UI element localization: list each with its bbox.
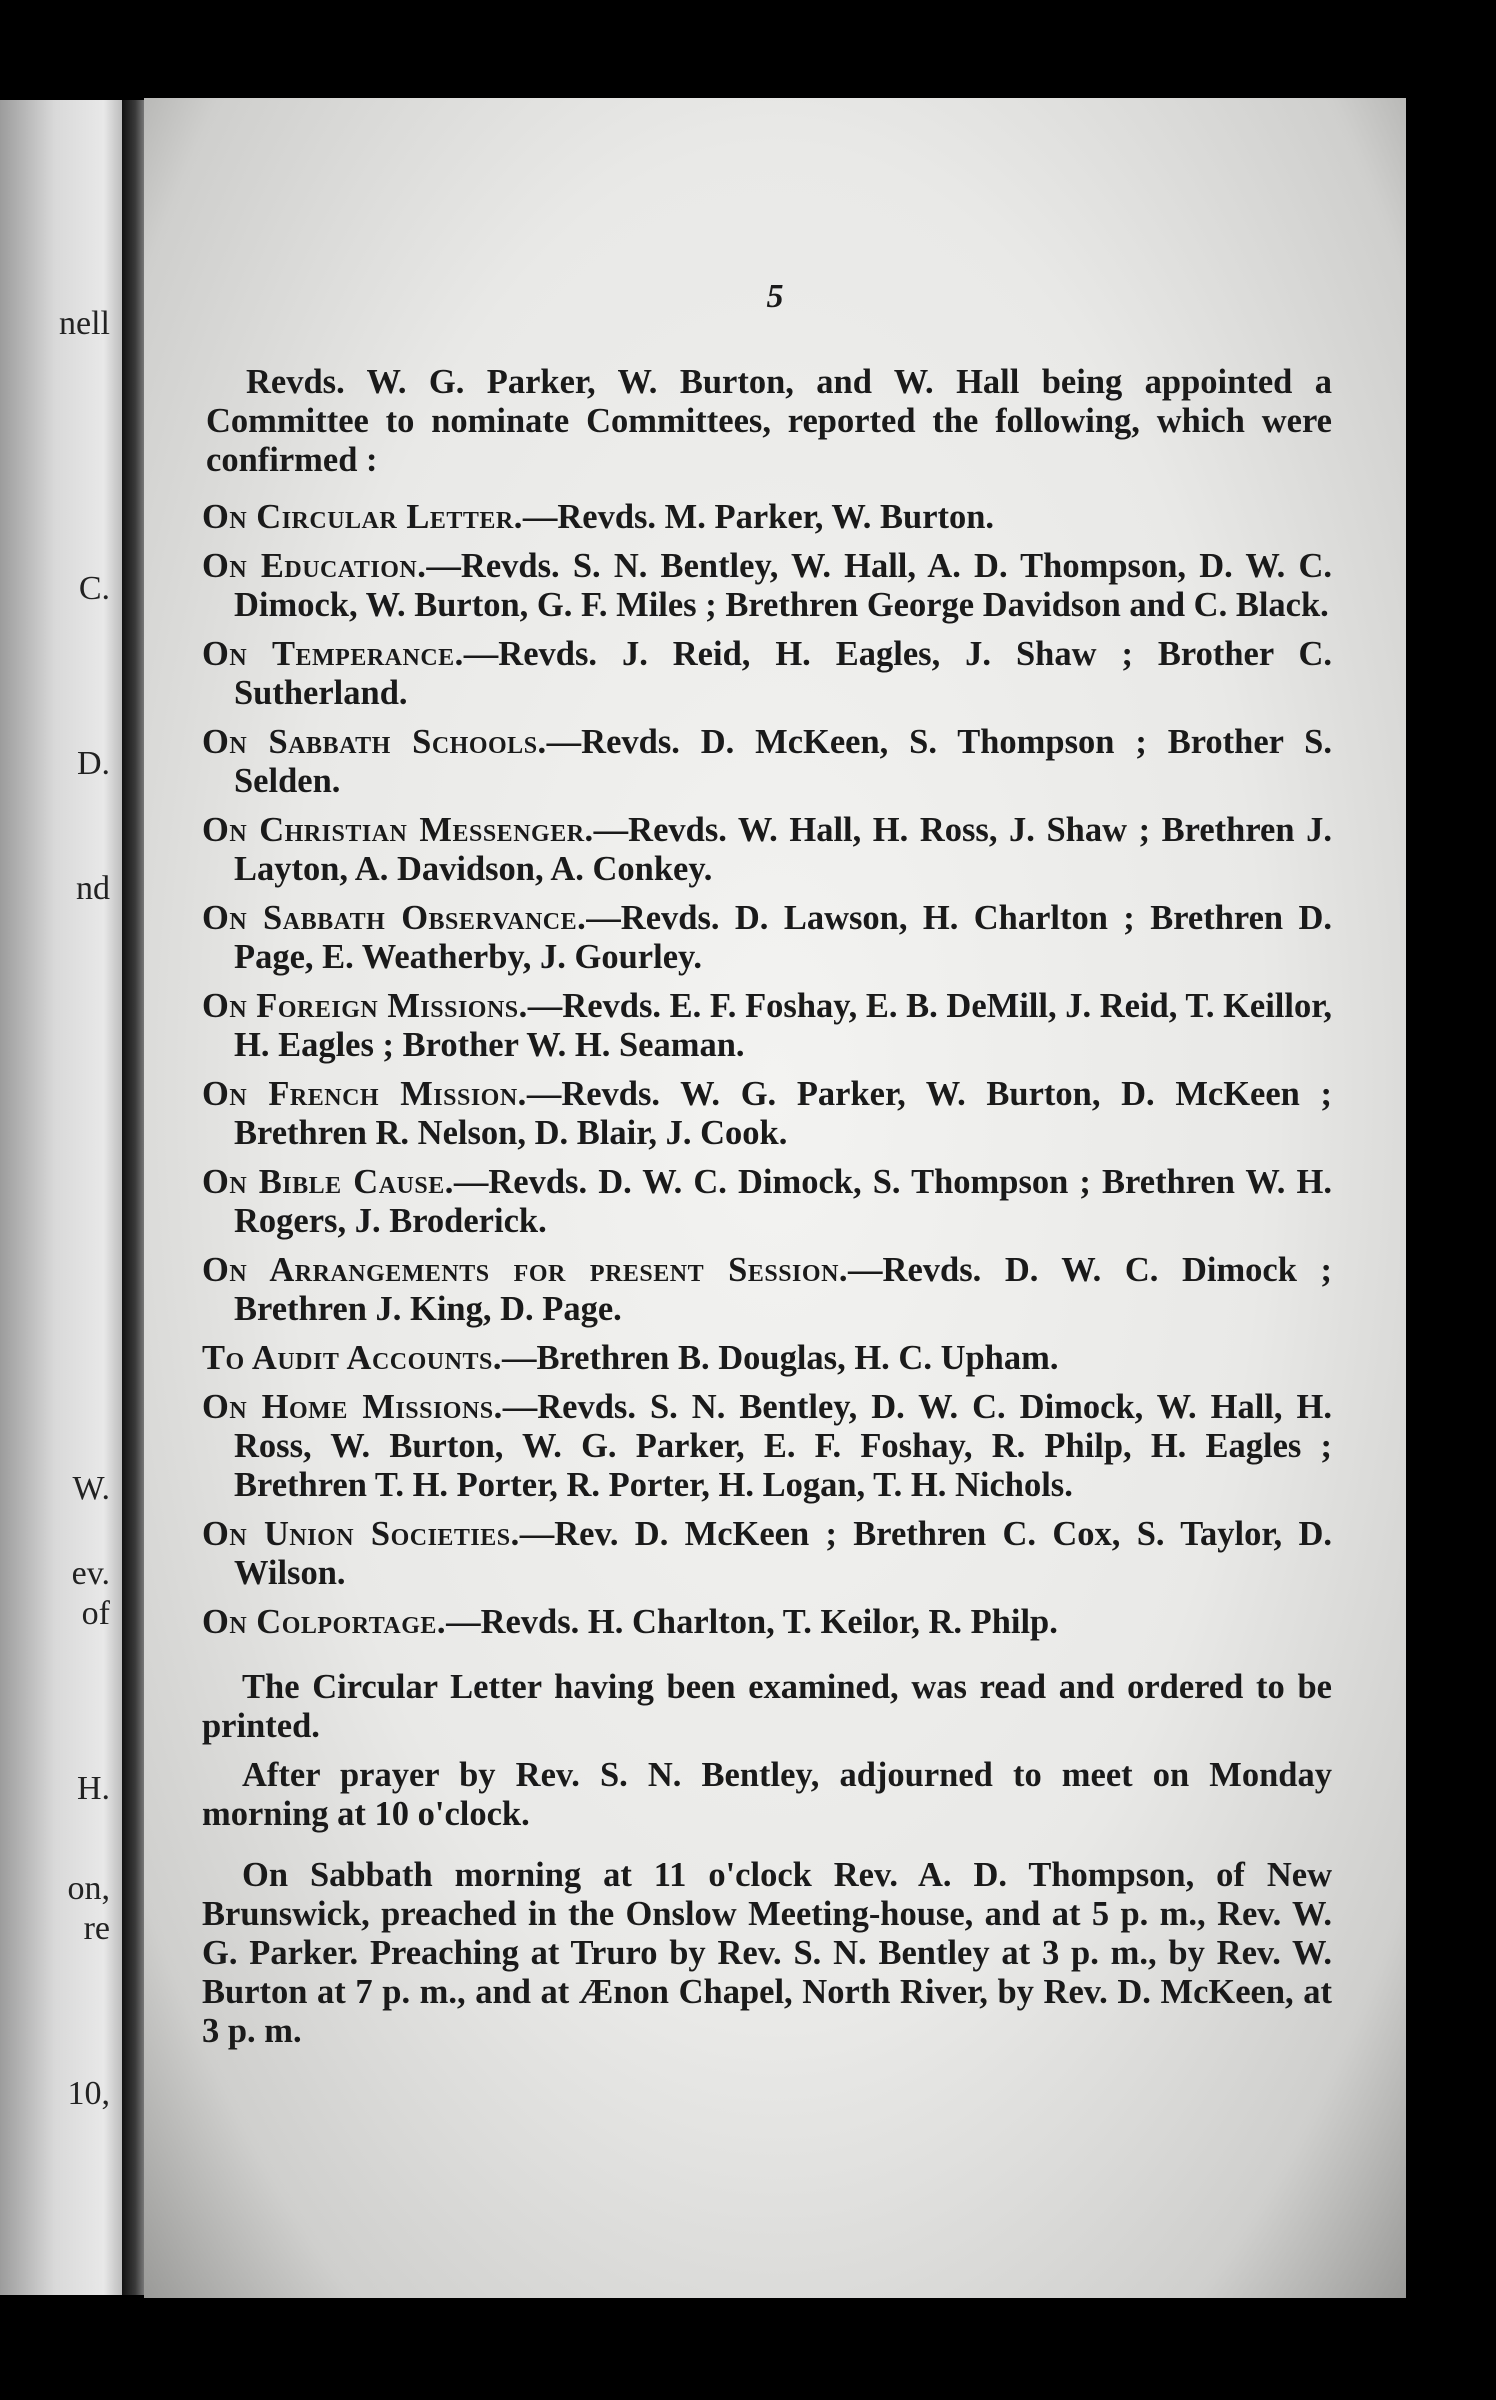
committee-members: —Revds. S. N. Bentley, D. W. C. Dimock, W. Hall, H. Ross, W. Burton, W. G. Parker, E. F. Foshay, R. Philp, H. Eagles ; Brethren T. H. Porter, R. Porter, H. Logan, T. H. Nichols. bbox=[234, 1388, 1332, 1504]
committee-entry bbox=[202, 723, 1332, 801]
committee-heading: On Union Societies. bbox=[202, 1515, 520, 1553]
left-page-fragment: H. bbox=[76, 1770, 110, 1807]
committee-heading: On Sabbath Schools. bbox=[202, 723, 547, 761]
left-page-fragment: of bbox=[81, 1595, 110, 1632]
committee-members: —Revds. E. F. Foshay, E. B. DeMill, J. Reid, T. Keillor, H. Eagles ; Brother W. H. Seaman. bbox=[234, 987, 1332, 1064]
committee-members: —Revds. J. Reid, H. Eagles, J. Shaw ; Brother C. Sutherland. bbox=[234, 635, 1332, 712]
committee-entry bbox=[202, 1163, 1332, 1241]
left-page-fragment: C. bbox=[78, 570, 110, 607]
committee-list bbox=[202, 498, 1332, 1642]
committee-entry bbox=[202, 1075, 1332, 1153]
left-page-fragment: ev. bbox=[71, 1555, 110, 1592]
committee-members: —Revds. W. Hall, H. Ross, J. Shaw ; Brethren J. Layton, A. Davidson, A. Conkey. bbox=[234, 811, 1332, 888]
committee-heading: On Colportage. bbox=[202, 1603, 447, 1641]
committee-members: —Revds. H. Charlton, T. Keilor, R. Philp. bbox=[446, 1603, 1058, 1641]
committee-heading: On Education. bbox=[202, 547, 427, 585]
committee-members: —Revds. D. Lawson, H. Charlton ; Brethren D. Page, E. Weatherby, J. Gourley. bbox=[234, 899, 1333, 976]
committee-entry bbox=[202, 1603, 1332, 1642]
committee-members: —Revds. M. Parker, W. Burton. bbox=[522, 498, 995, 536]
adjournment-paragraph: After prayer by Rev. S. N. Bentley, adjourned to meet on Monday morning at 10 o'clock. bbox=[202, 1756, 1332, 1833]
committee-members: —Rev. D. McKeen ; Brethren C. Cox, S. Taylor, D. Wilson. bbox=[234, 1515, 1333, 1592]
committee-entry bbox=[202, 498, 1332, 537]
committee-members: —Revds. W. G. Parker, W. Burton, D. McKeen ; Brethren R. Nelson, D. Blair, J. Cook. bbox=[234, 1075, 1332, 1152]
left-page-fragment: 10, bbox=[67, 2075, 110, 2112]
intro-paragraph: Revds. W. G. Parker, W. Burton, and W. Hall being appointed a Committee to nominate Committees, reported the following, which were confirmed : bbox=[206, 363, 1332, 479]
committee-members: —Revds. D. W. C. Dimock ; Brethren J. King, D. Page. bbox=[234, 1251, 1332, 1328]
left-page-fragment: nd bbox=[76, 870, 110, 907]
committee-heading: To Audit Accounts. bbox=[202, 1339, 502, 1377]
committee-entry bbox=[202, 635, 1332, 713]
circular-letter-paragraph: The Circular Letter having been examined, was read and ordered to be printed. bbox=[202, 1668, 1332, 1745]
committee-heading: On Circular Letter. bbox=[202, 498, 523, 536]
committee-entry bbox=[202, 811, 1332, 889]
committee-heading: On Home Missions. bbox=[202, 1388, 503, 1426]
committee-entry bbox=[202, 1251, 1332, 1329]
committee-heading: On Sabbath Observance. bbox=[202, 899, 587, 937]
committee-entry bbox=[202, 899, 1332, 977]
committee-members: —Brethren B. Douglas, H. C. Upham. bbox=[501, 1339, 1059, 1377]
book-gutter bbox=[122, 100, 144, 2295]
committee-heading: On Foreign Missions. bbox=[202, 987, 528, 1025]
committee-heading: On French Mission. bbox=[202, 1075, 527, 1113]
committee-members: —Revds. D. W. C. Dimock, S. Thompson ; Brethren W. H. Rogers, J. Broderick. bbox=[234, 1163, 1332, 1240]
page-number: 5 bbox=[766, 278, 784, 315]
committee-entry bbox=[202, 1388, 1332, 1505]
committee-heading: On Christian Messenger. bbox=[202, 811, 594, 849]
left-page-fragment: D. bbox=[76, 745, 110, 782]
left-page-fragment: re bbox=[83, 1910, 110, 1947]
left-page-fragment: nell bbox=[59, 305, 110, 342]
committee-members: —Revds. S. N. Bentley, W. Hall, A. D. Thompson, D. W. C. Dimock, W. Burton, G. F. Miles ; Brethren George Davidson and C. Black. bbox=[234, 547, 1333, 624]
committee-members: —Revds. D. McKeen, S. Thompson ; Brother S. Selden. bbox=[234, 723, 1332, 800]
document-page bbox=[144, 98, 1406, 2298]
left-page-fragment: W. bbox=[72, 1470, 110, 1507]
committee-entry bbox=[202, 1515, 1332, 1593]
sabbath-services-paragraph: On Sabbath morning at 11 o'clock Rev. A. D. Thompson, of New Brunswick, preached in the Onslow Meeting-house, and at 5 p. m., Rev. W. G. Parker. Preaching at Truro by Rev. S. N. Bentley at 3 p. m., by Rev. W. Burton at 7 p. m., and at Ænon Chapel, North River, by Rev. D. McKeen, at 3 p. m. bbox=[202, 1856, 1332, 2050]
committee-entry bbox=[202, 987, 1332, 1065]
left-page-fragment: on, bbox=[67, 1870, 110, 1907]
page-body bbox=[202, 363, 1332, 2061]
adjacent-page-edge bbox=[0, 100, 122, 2295]
committee-heading: On Temperance. bbox=[202, 635, 464, 673]
committee-heading: On Arrangements for present Session. bbox=[202, 1251, 849, 1289]
committee-entry bbox=[202, 547, 1332, 625]
committee-entry bbox=[202, 1339, 1332, 1378]
committee-heading: On Bible Cause. bbox=[202, 1163, 454, 1201]
